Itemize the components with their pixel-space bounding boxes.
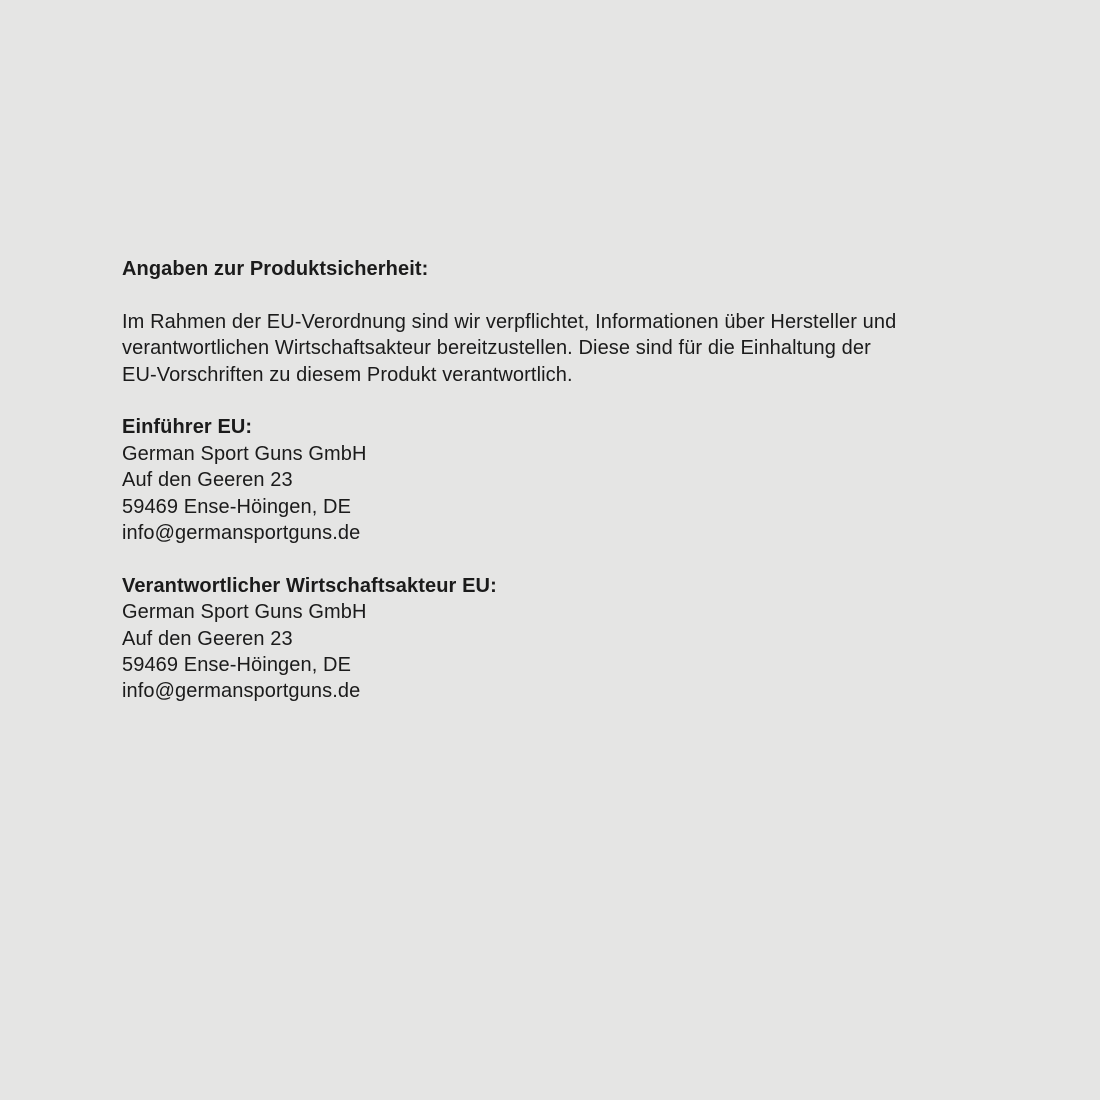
product-safety-info — [122, 256, 982, 731]
importer-email: info@germansportguns.de — [122, 522, 361, 545]
responsible-actor-label: Verantwortlicher Wirtschaftsakteur EU: — [122, 574, 497, 597]
importer-label: Einführer EU: — [122, 416, 253, 439]
responsible-actor-city: 59469 Ense-Höingen, DE — [122, 654, 352, 677]
importer-street: Auf den Geeren 23 — [122, 469, 293, 492]
importer-company: German Sport Guns GmbH — [122, 442, 367, 465]
intro-paragraph — [122, 309, 982, 388]
intro-line-1: Im Rahmen der EU-Verordnung sind wir verpflichtet, Informationen über Hersteller und — [122, 310, 897, 333]
importer-city: 59469 Ense-Höingen, DE — [122, 495, 352, 518]
section-heading: Angaben zur Produktsicherheit: — [122, 258, 429, 280]
importer-block — [122, 414, 982, 546]
intro-line-2: verantwortlichen Wirtschaftsakteur bereitzustellen. Diese sind für die Einhaltung der — [122, 337, 871, 360]
responsible-actor-company: German Sport Guns GmbH — [122, 601, 367, 624]
responsible-actor-email: info@germansportguns.de — [122, 680, 361, 703]
responsible-actor-street: Auf den Geeren 23 — [122, 627, 293, 650]
responsible-actor-block — [122, 573, 982, 705]
intro-line-3: EU-Vorschriften zu diesem Produkt verantwortlich. — [122, 363, 573, 386]
